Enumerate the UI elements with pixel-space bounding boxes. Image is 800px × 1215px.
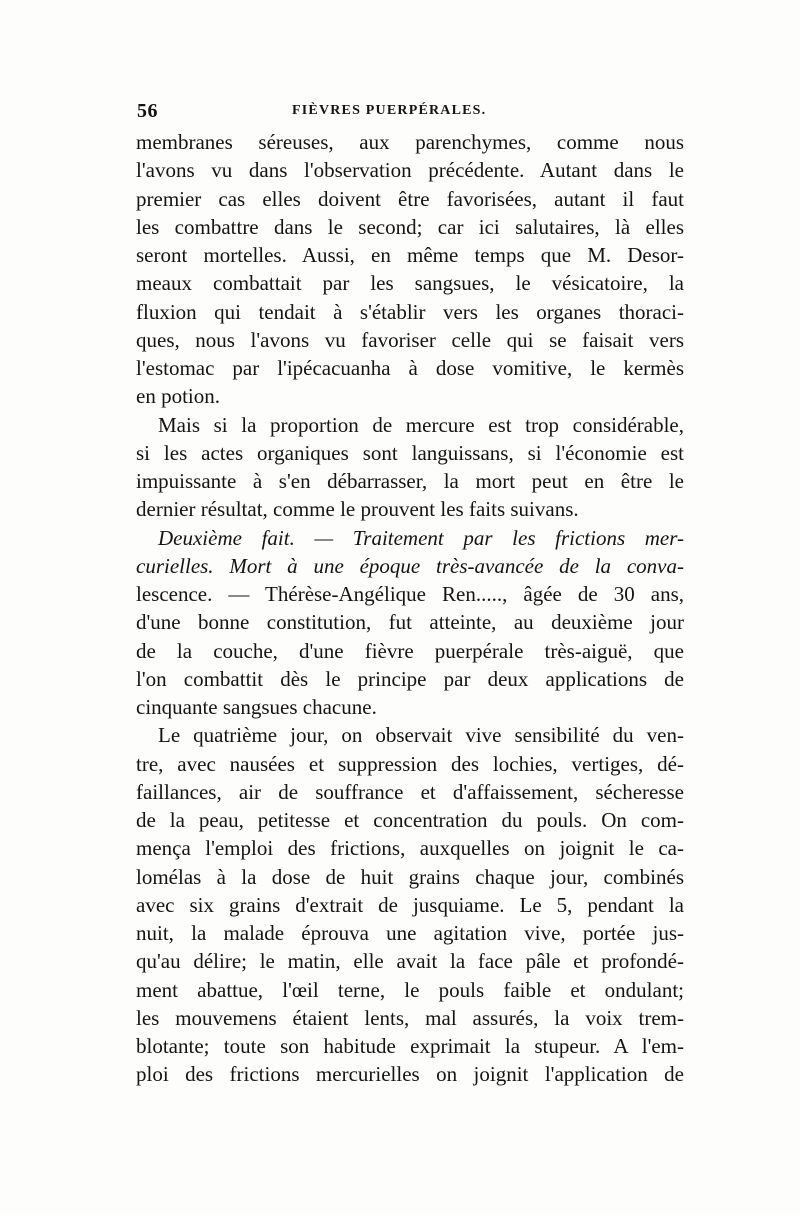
- text-line: Le quatrième jour, on observait vive sensibilité du ven-: [158, 723, 684, 748]
- text-line: ment abattue, l'œil terne, le pouls faible et ondulant;: [136, 977, 684, 1002]
- text-line: en potion.: [136, 384, 220, 409]
- running-title: FIÈVRES PUERPÉRALES.: [292, 103, 487, 118]
- text-line: lescence. — Thérèse-Angélique Ren....., âgée de 30 ans,: [136, 582, 684, 606]
- text-line: qu'au délire; le matin, elle avait la face pâle et profondé-: [136, 949, 684, 974]
- text-line: de la peau, petitesse et concentration du pouls. On com-: [136, 808, 684, 832]
- text-line: les mouvemens étaient lents, mal assurés, la voix trem-: [136, 1005, 684, 1030]
- text-line: mença l'emploi des frictions, auxquelles on joignit le ca-: [136, 836, 684, 861]
- text-line: ques, nous l'avons vu favoriser celle qui se faisait vers: [136, 327, 684, 352]
- text-line: membranes séreuses, aux parenchymes, comme nous: [136, 130, 684, 154]
- text-line: nuit, la malade éprouva une agitation vive, portée jus-: [136, 921, 684, 945]
- text-line: seront mortelles. Aussi, en même temps que M. Desor-: [136, 243, 684, 267]
- text-line: l'avons vu dans l'observation précédente. Autant dans le: [136, 158, 684, 183]
- page-number: 56: [137, 100, 158, 122]
- body-text: [136, 128, 684, 1089]
- text-line: tre, avec nausées et suppression des lochies, vertiges, dé-: [136, 751, 684, 776]
- text-line: l'estomac par l'ipécacuanha à dose vomitive, le kermès: [136, 356, 684, 380]
- section-heading-line: curielles. Mort à une époque très-avancée de la conva-: [136, 553, 684, 578]
- page-header: [137, 100, 677, 126]
- text-line: cinquante sangsues chacune.: [136, 695, 377, 719]
- text-line: avec six grains d'extrait de jusquiame. Le 5, pendant la: [136, 892, 684, 917]
- text-line: lomélas à la dose de huit grains chaque jour, combinés: [136, 864, 684, 889]
- text-line: fluxion qui tendait à s'établir vers les organes thoraci-: [136, 299, 684, 324]
- text-line: meaux combattait par les sangsues, le vésicatoire, la: [136, 271, 684, 296]
- section-heading-line: Deuxième fait. — Traitement par les frictions mer-: [158, 525, 684, 550]
- text-line: impuissante à s'en débarrasser, la mort peut en être le: [136, 469, 684, 493]
- text-line: les combattre dans le second; car ici salutaires, là elles: [136, 214, 684, 239]
- text-line: l'on combattit dès le principe par deux applications de: [136, 666, 684, 691]
- text-line: Mais si la proportion de mercure est trop considérable,: [158, 412, 684, 437]
- text-line: de la couche, d'une fièvre puerpérale très-aiguë, que: [136, 638, 684, 663]
- text-line: dernier résultat, comme le prouvent les faits suivans.: [136, 497, 579, 522]
- text-line: blotante; toute son habitude exprimait la stupeur. A l'em-: [136, 1034, 684, 1058]
- text-line: si les actes organiques sont languissans, si l'économie est: [136, 440, 684, 465]
- text-line: d'une bonne constitution, fut atteinte, au deuxième jour: [136, 610, 684, 635]
- text-line: faillances, air de souffrance et d'affaissement, sécheresse: [136, 779, 684, 804]
- text-line: premier cas elles doivent être favorisées, autant il faut: [136, 186, 684, 211]
- text-line: ploi des frictions mercurielles on joignit l'application de: [136, 1062, 684, 1087]
